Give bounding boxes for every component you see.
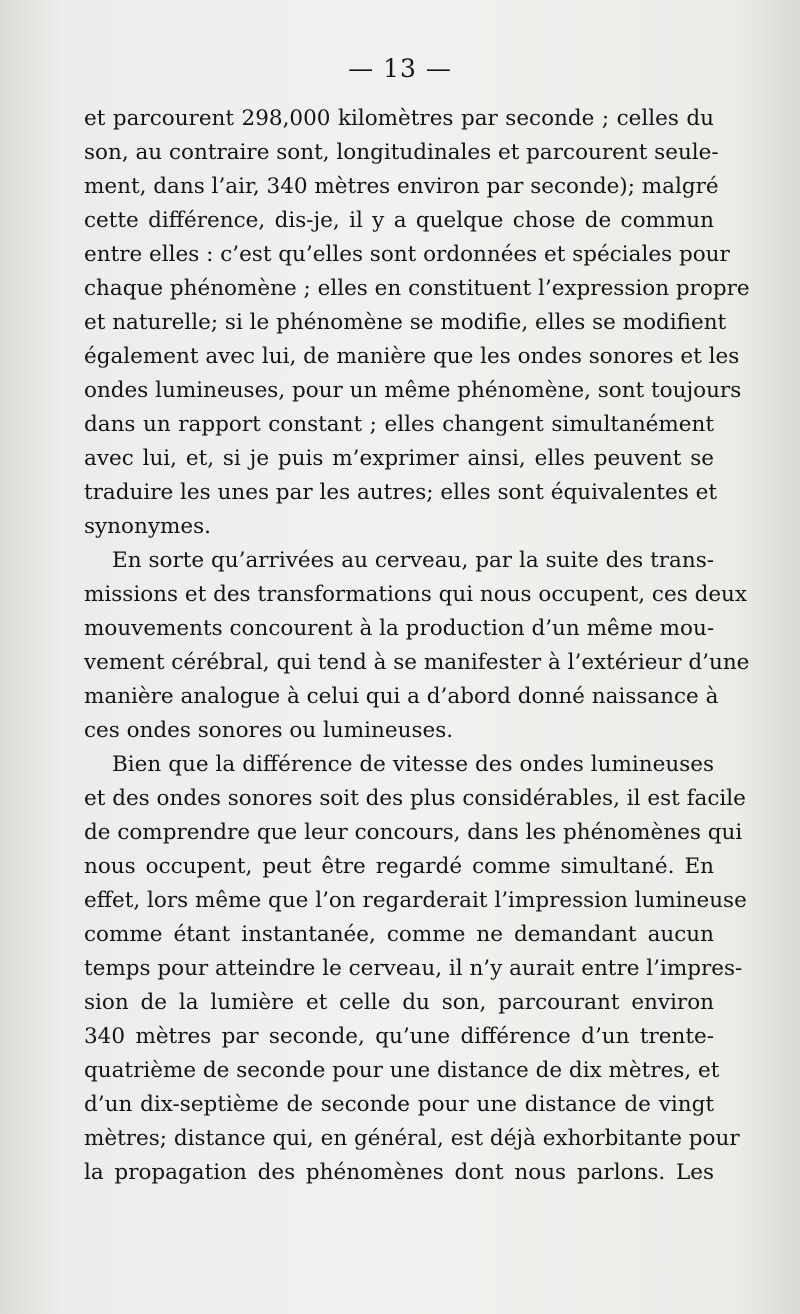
text-line: cette différence, dis-je, il y a quelque chose de commun <box>84 208 714 233</box>
text-line: comme étant instantanée, comme ne demandant aucun <box>84 922 714 947</box>
text-line: avec lui, et, si je puis m’exprimer ainsi, elles peuvent se <box>84 446 714 471</box>
text-line: mètres; distance qui, en général, est déjà exhorbitante pour <box>84 1126 740 1151</box>
text-line: et des ondes sonores soit des plus considérables, il est facile <box>84 786 746 811</box>
text-line: de comprendre que leur concours, dans les phénomènes qui <box>84 820 743 845</box>
text-line: d’un dix-septième de seconde pour une distance de vingt <box>84 1092 714 1117</box>
text-line: ment, dans l’air, 340 mètres environ par seconde); malgré <box>84 174 719 199</box>
text-line: chaque phénomène ; elles en constituent l’expression propre <box>84 276 750 301</box>
text-line: mouvements concourent à la production d’un même mou- <box>84 616 715 641</box>
text-line: quatrième de seconde pour une distance de dix mètres, et <box>84 1058 720 1083</box>
paragraph-1 <box>84 102 750 544</box>
paragraph-2 <box>84 544 750 748</box>
text-line: entre elles : c’est qu’elles sont ordonnées et spéciales pour <box>84 242 730 267</box>
text-line: et naturelle; si le phénomène se modifie, elles se modifient <box>84 310 727 335</box>
text-line: la propagation des phénomènes dont nous parlons. Les <box>84 1160 714 1185</box>
text-line: son, au contraire sont, longitudinales et parcourent seule- <box>84 140 719 165</box>
text-line: ondes lumineuses, pour un même phénomène, sont toujours <box>84 378 742 403</box>
text-line: manière analogue à celui qui a d’abord donné naissance à <box>84 684 719 709</box>
text-line: effet, lors même que l’on regarderait l’impression lumineuse <box>84 888 747 913</box>
body-text <box>84 102 750 1190</box>
text-line: vement cérébral, qui tend à se manifester à l’extérieur d’une <box>84 650 750 675</box>
page-number: — 13 — <box>348 54 452 83</box>
text-line: nous occupent, peut être regardé comme simultané. En <box>84 854 714 879</box>
text-line: missions et des transformations qui nous occupent, ces deux <box>84 582 748 607</box>
text-line: temps pour atteindre le cerveau, il n’y aurait entre l’impres- <box>84 956 743 981</box>
text-line: et parcourent 298,000 kilomètres par seconde ; celles du <box>84 106 714 131</box>
text-line: synonymes. <box>84 514 211 539</box>
text-line: sion de la lumière et celle du son, parcourant environ <box>84 990 714 1015</box>
text-line: traduire les unes par les autres; elles sont équivalentes et <box>84 480 717 505</box>
text-line: Bien que la différence de vitesse des ondes lumineuses <box>112 752 714 777</box>
text-line: 340 mètres par seconde, qu’une différence d’un trente- <box>84 1024 714 1049</box>
text-line: En sorte qu’arrivées au cerveau, par la suite des trans- <box>112 548 714 573</box>
text-line: dans un rapport constant ; elles changent simultanément <box>84 412 714 437</box>
text-line: ces ondes sonores ou lumineuses. <box>84 718 454 743</box>
text-line: également avec lui, de manière que les ondes sonores et les <box>84 344 740 369</box>
paragraph-3 <box>84 748 747 1190</box>
